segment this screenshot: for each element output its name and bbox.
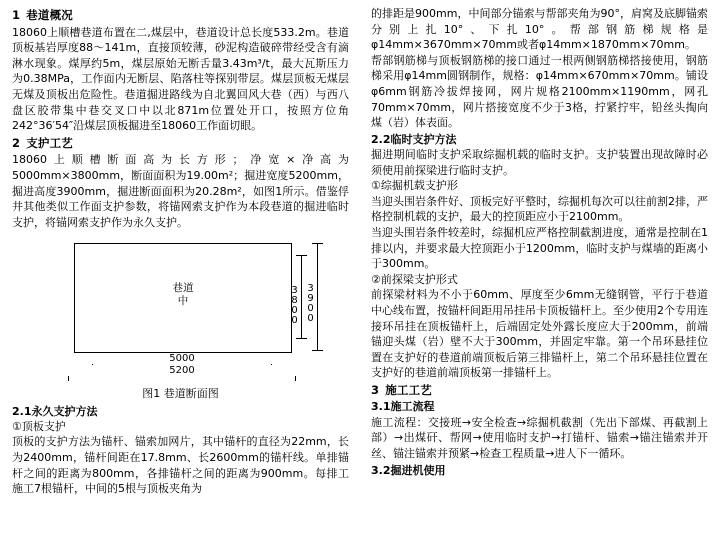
section-2-1-heading — [12, 404, 349, 419]
section-1-number: 1 — [12, 8, 21, 22]
two-column-layout — [12, 6, 715, 549]
section-2-number: 2 — [12, 135, 21, 150]
roadway-cross-section-rect — [74, 243, 292, 353]
roadway-center-label — [75, 282, 291, 308]
section-2-2-number: 2.2 — [371, 132, 391, 146]
roadway-center-label-line1: 巷道 — [172, 282, 194, 295]
section-2-2-sub1-body-2: 当迎头围岩条件较差时，综掘机应严格控制截割进度，通常是控制在1排以内，并要求最大控顶距小于1200mm，临时支护与煤墙的距离小于300mm。 — [371, 226, 708, 271]
section-3-1-number: 3.1 — [371, 400, 391, 414]
section-2-1-title: 永久支护方法 — [31, 404, 98, 418]
dimension-height-outer-line — [317, 243, 318, 351]
dimension-width-outer-value: 5200 — [60, 365, 304, 376]
section-2-2-sub1-body: 当迎头围岩条件好、顶板完好平整时，综掘机每次可以往前割2排，严格控制机载的支护，最大的控顶距应小于2100mm。 — [371, 194, 708, 224]
section-3-number: 3 — [371, 382, 380, 397]
section-3-1-title: 施工流程 — [390, 400, 435, 414]
dimension-height-outer-cap-top — [312, 243, 323, 244]
section-1-body: 18060上顺槽巷道布置在二,煤层中，巷道设计总长度533.2m。巷道顶板基岩厚度88～141m，直接顶较薄，砂泥构造破碎带经受含有滴淋水现象。煤厚约5m，煤层原始无断舌量3.43m³/t，最大瓦斯压力为0.38MPa，工作面内无断层、陷落柱等探别带层。煤层顶板无煤层无煤及顶板出危险性。巷道掘进路线为自北翼回风大巷（西）与西八盘区胶带集中巷交叉口中以北871m位置处开口，按照方位角242°36′54″沿煤层顶板掘进至18060工作面切眼。 — [12, 25, 349, 133]
right-top-body: 的排距是900mm，中间部分锚索与帮部夹角为90°，肩窝及底脚锚索分别上扎10°、下扎10°。帮部钢筋梯规格是φ14mm×3670mm×70mm或者φ14mm×1870mm×70mm。 — [371, 7, 708, 52]
dimension-width-inner-value: 5000 — [74, 353, 290, 364]
section-2-body: 18060上顺槽断面高为长方形；净宽×净高为5000mm×3800mm，断面面积为19.00m²；掘进宽度5200mm，掘进高度3900mm，掘进断面面积为20.28m²，如图1所示。借鉴俘井其他类似工作面支护参数，将锚网索支护作为本段巷道的掘进临时支护，将锚网索支护作为永久支护。 — [12, 153, 349, 229]
figure-1-drawing — [18, 235, 343, 383]
dimension-height-inner-cap-bottom — [296, 338, 307, 339]
figure-1-caption: 图1 巷道断面图 — [142, 387, 219, 401]
section-3-2-title: 掘进机使用 — [390, 463, 446, 477]
right-top-body-2: 帮部钢筋梯与顶板钢筋梯的接口通过一根两侧钢筋梯搭接使用，钢筋梯采用φ14mm圆钢制作，规格：φ14mm×670mm×70mm。铺设φ6mm钢筋冷拔焊接网，网片规格2100mm×1190mm，网孔70mm×70mm，网片搭接宽度不少于3格，拧紧拧牢，铅丝头掏向煤（岩）体表面。 — [371, 53, 708, 130]
dimension-height-inner-line — [301, 255, 302, 339]
section-2-title: 支护工艺 — [26, 135, 74, 150]
section-2-2-sub1-title: ①综掘机载支护形 — [371, 179, 458, 193]
section-3-heading — [371, 383, 708, 399]
section-3-2-number: 3.2 — [371, 463, 391, 477]
section-1-heading — [12, 8, 349, 24]
section-2-1-number: 2.1 — [12, 404, 32, 418]
section-2-1-sub1-body: 顶板的支护方法为锚杆、锚索加网片，其中锚杆的直径为22mm，长为2400mm，锚杆间距在17.8mm、长2600mm的锚杆线。单排锚杆之间的距离为800mm，各排锚杆之间的距离为900mm。每排工施工7根锚杆，中间的5根与顶板夹角为 — [12, 435, 349, 496]
section-3-1-heading — [371, 399, 708, 414]
section-2-2-body: 掘进期间临时支护采取综掘机载的临时支护。支护装置出现故障时必须使用前探梁进行临时支护。 — [371, 148, 708, 177]
section-1-title: 巷道概况 — [26, 8, 74, 22]
section-3-1-body: 施工流程：交接班→安全检查→综掘机截割（先出下部煤、再截割上部）→出煤矸、帮网→使用临时支护→打锚杆、锚索→锚注锚索并开丝、锚注锚索并预紧→检查工程质量→进人下一循环。 — [371, 415, 708, 461]
section-3-title: 施工工艺 — [385, 382, 433, 397]
section-2-1-sub1-title: ①顶板支护 — [12, 420, 66, 434]
dimension-height-inner-value: 3800 — [289, 285, 300, 326]
section-2-2-title: 临时支护方法 — [390, 132, 457, 146]
dimension-width-outer — [60, 365, 304, 381]
section-2-2-heading — [371, 132, 708, 147]
section-3-2-heading — [371, 463, 708, 478]
section-2-2-sub2-body: 前探梁材料为不小于60mm、厚度至少6mm无缝钢管，平行于巷道中心线布置，按锚杆间距用吊挂吊卡顶板锚杆上。至少使用2个专用连接环吊挂在顶板锚杆上，后端固定处外露长度应大于200mm，前端锚迎头煤（岩）壁不大于300mm，并固定牢靠。第一个吊环悬挂位置在支护好的巷道前端顶板后第三排锚杆上，第二个吊环悬挂位置在支护好的巷道前端顶板第一排锚杆上。 — [371, 288, 708, 380]
dimension-height-outer-value: 3900 — [305, 283, 316, 324]
dimension-height-inner-cap-top — [296, 255, 307, 256]
roadway-center-label-line2: 中 — [177, 295, 189, 308]
right-column — [371, 6, 708, 549]
section-2-heading — [12, 136, 349, 152]
dimension-height-outer — [305, 243, 324, 351]
left-column — [12, 6, 349, 549]
figure-1 — [12, 235, 349, 401]
section-2-2-sub2-title: ②前探梁支护形式 — [371, 272, 458, 286]
dimension-height-outer-cap-bottom — [312, 350, 323, 351]
